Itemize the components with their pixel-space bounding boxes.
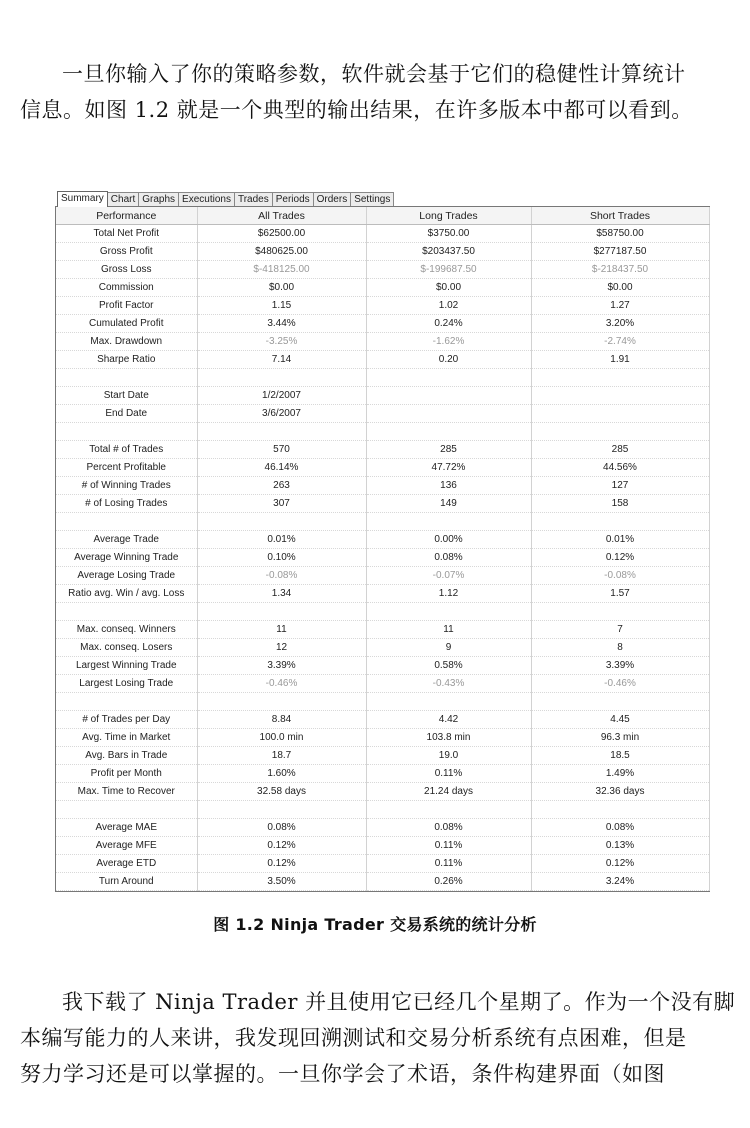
- metric-value: [197, 603, 366, 621]
- metric-value: 8.84: [197, 711, 366, 729]
- table-row: [56, 513, 709, 531]
- metric-label: Max. Drawdown: [56, 333, 197, 351]
- tab-periods[interactable]: Periods: [272, 192, 314, 206]
- metric-label: Avg. Time in Market: [56, 729, 197, 747]
- metric-value: [366, 423, 531, 441]
- metric-value: $-218437.50: [531, 261, 709, 279]
- metric-value: 127: [531, 477, 709, 495]
- metric-value: $0.00: [366, 279, 531, 297]
- tab-graphs[interactable]: Graphs: [138, 192, 179, 206]
- table-row: [56, 873, 709, 891]
- metric-value: 8: [531, 639, 709, 657]
- metric-value: 32.58 days: [197, 783, 366, 801]
- metric-value: 0.01%: [197, 531, 366, 549]
- metric-value: 1.02: [366, 297, 531, 315]
- table-row: [56, 675, 709, 693]
- metric-label: Max. conseq. Winners: [56, 621, 197, 639]
- metric-value: 149: [366, 495, 531, 513]
- metric-label: Cumulated Profit: [56, 315, 197, 333]
- tab-chart[interactable]: Chart: [107, 192, 139, 206]
- table-row: [56, 567, 709, 585]
- metric-value: -1.62%: [366, 333, 531, 351]
- table-row: [56, 405, 709, 423]
- metric-label: # of Losing Trades: [56, 495, 197, 513]
- metric-value: 0.12%: [197, 855, 366, 873]
- metric-value: 285: [366, 441, 531, 459]
- metric-value: [531, 423, 709, 441]
- metric-value: 0.08%: [366, 819, 531, 837]
- metric-label: Average ETD: [56, 855, 197, 873]
- metric-value: 12: [197, 639, 366, 657]
- table-row: [56, 585, 709, 603]
- metric-value: 46.14%: [197, 459, 366, 477]
- metric-label: [56, 369, 197, 387]
- metric-label: Gross Loss: [56, 261, 197, 279]
- tab-bar: [55, 190, 710, 206]
- metric-label: # of Winning Trades: [56, 477, 197, 495]
- metric-value: 307: [197, 495, 366, 513]
- metric-value: 3.50%: [197, 873, 366, 891]
- metric-value: [197, 513, 366, 531]
- metric-label: [56, 513, 197, 531]
- paragraph-line: 信息。如图 1.2 就是一个典型的输出结果，在许多版本中都可以看到。: [20, 98, 693, 122]
- metric-value: $-418125.00: [197, 261, 366, 279]
- performance-summary-screenshot: [55, 190, 710, 892]
- table-row: [56, 783, 709, 801]
- metric-value: 3.39%: [531, 657, 709, 675]
- metric-label: End Date: [56, 405, 197, 423]
- table-row: [56, 549, 709, 567]
- table-row: [56, 729, 709, 747]
- tab-executions[interactable]: Executions: [178, 192, 235, 206]
- metric-label: Start Date: [56, 387, 197, 405]
- metric-label: Profit per Month: [56, 765, 197, 783]
- paragraph-line: 我下载了 Ninja Trader 并且使用它已经几个星期了。作为一个没有脚: [62, 990, 736, 1014]
- metric-value: 44.56%: [531, 459, 709, 477]
- metric-value: 0.20: [366, 351, 531, 369]
- metric-value: -0.07%: [366, 567, 531, 585]
- metric-label: Percent Profitable: [56, 459, 197, 477]
- metric-value: 0.11%: [366, 855, 531, 873]
- metric-value: [366, 405, 531, 423]
- metric-value: [366, 387, 531, 405]
- metric-value: 0.08%: [531, 819, 709, 837]
- metric-value: [531, 801, 709, 819]
- metric-value: 19.0: [366, 747, 531, 765]
- metric-value: $480625.00: [197, 243, 366, 261]
- table-row: [56, 495, 709, 513]
- metric-value: [531, 603, 709, 621]
- paragraph-line: 一旦你输入了你的策略参数，软件就会基于它们的稳健性计算统计: [62, 62, 686, 86]
- metric-value: 0.12%: [531, 855, 709, 873]
- metric-value: 1.60%: [197, 765, 366, 783]
- metric-value: [197, 369, 366, 387]
- table-row: [56, 657, 709, 675]
- table-row: [56, 441, 709, 459]
- metric-label: [56, 603, 197, 621]
- metric-label: Gross Profit: [56, 243, 197, 261]
- paragraph-line: 本编写能力的人来讲，我发现回溯测试和交易分析系统有点困难，但是: [20, 1026, 687, 1050]
- metric-value: $-199687.50: [366, 261, 531, 279]
- metric-value: -0.46%: [531, 675, 709, 693]
- table-row: [56, 747, 709, 765]
- metric-label: [56, 423, 197, 441]
- metric-value: $58750.00: [531, 225, 709, 243]
- column-header[interactable]: Performance: [56, 207, 197, 225]
- metric-label: Avg. Bars in Trade: [56, 747, 197, 765]
- paragraph-line: 努力学习还是可以掌握的。一旦你学会了术语，条件构建界面（如图: [20, 1062, 665, 1086]
- metric-value: 32.36 days: [531, 783, 709, 801]
- metric-value: 570: [197, 441, 366, 459]
- metric-label: # of Trades per Day: [56, 711, 197, 729]
- metric-value: 0.13%: [531, 837, 709, 855]
- metric-value: 0.10%: [197, 549, 366, 567]
- metric-value: 0.11%: [366, 837, 531, 855]
- metric-value: 18.7: [197, 747, 366, 765]
- metric-label: [56, 693, 197, 711]
- metric-label: Average Trade: [56, 531, 197, 549]
- metric-label: Largest Losing Trade: [56, 675, 197, 693]
- table-row: [56, 369, 709, 387]
- metric-value: 1.15: [197, 297, 366, 315]
- table-row: [56, 387, 709, 405]
- metric-value: -2.74%: [531, 333, 709, 351]
- metric-value: 21.24 days: [366, 783, 531, 801]
- metric-value: [366, 513, 531, 531]
- table-row: [56, 639, 709, 657]
- tab-trades[interactable]: Trades: [234, 192, 273, 206]
- table-row: [56, 693, 709, 711]
- table-row: [56, 711, 709, 729]
- metric-label: Turn Around: [56, 873, 197, 891]
- metric-value: -0.43%: [366, 675, 531, 693]
- metric-value: 3.39%: [197, 657, 366, 675]
- column-header[interactable]: Short Trades: [531, 207, 709, 225]
- metric-value: 1.57: [531, 585, 709, 603]
- metric-label: [56, 801, 197, 819]
- metric-value: 1.49%: [531, 765, 709, 783]
- table-row: [56, 837, 709, 855]
- metric-value: $0.00: [197, 279, 366, 297]
- metric-value: 0.26%: [366, 873, 531, 891]
- metric-value: $0.00: [531, 279, 709, 297]
- metric-value: -0.08%: [531, 567, 709, 585]
- metric-value: $203437.50: [366, 243, 531, 261]
- metric-value: 0.11%: [366, 765, 531, 783]
- metric-value: 1.91: [531, 351, 709, 369]
- tab-settings[interactable]: Settings: [350, 192, 394, 206]
- metric-value: -3.25%: [197, 333, 366, 351]
- metric-value: 100.0 min: [197, 729, 366, 747]
- metric-value: 1.27: [531, 297, 709, 315]
- metric-value: [366, 369, 531, 387]
- column-header[interactable]: Long Trades: [366, 207, 531, 225]
- metric-value: -0.08%: [197, 567, 366, 585]
- table-row: [56, 477, 709, 495]
- metric-value: 103.8 min: [366, 729, 531, 747]
- table-header-row: [56, 207, 709, 225]
- metric-value: [531, 693, 709, 711]
- metric-value: 0.58%: [366, 657, 531, 675]
- metric-value: $277187.50: [531, 243, 709, 261]
- metric-label: Total # of Trades: [56, 441, 197, 459]
- metric-value: [197, 423, 366, 441]
- table-row: [56, 423, 709, 441]
- table-row: [56, 603, 709, 621]
- table-row: [56, 855, 709, 873]
- metric-value: 0.24%: [366, 315, 531, 333]
- metric-value: 0.00%: [366, 531, 531, 549]
- tab-summary[interactable]: Summary: [57, 191, 108, 207]
- metric-value: [366, 693, 531, 711]
- metric-label: Average Losing Trade: [56, 567, 197, 585]
- metric-value: 96.3 min: [531, 729, 709, 747]
- metric-label: Largest Winning Trade: [56, 657, 197, 675]
- metric-value: 1.34: [197, 585, 366, 603]
- metric-value: [366, 603, 531, 621]
- metric-value: 0.12%: [197, 837, 366, 855]
- figure-caption: 图 1.2 Ninja Trader 交易系统的统计分析: [213, 915, 537, 934]
- metric-value: 3.44%: [197, 315, 366, 333]
- table-row: [56, 297, 709, 315]
- metric-value: 47.72%: [366, 459, 531, 477]
- table-row: [56, 459, 709, 477]
- tab-orders[interactable]: Orders: [313, 192, 352, 206]
- metric-value: 0.08%: [197, 819, 366, 837]
- table-row: [56, 315, 709, 333]
- body-paragraph: [20, 984, 736, 1092]
- metric-value: $3750.00: [366, 225, 531, 243]
- table-row: [56, 261, 709, 279]
- metric-value: 158: [531, 495, 709, 513]
- metric-value: [197, 801, 366, 819]
- metric-label: Ratio avg. Win / avg. Loss: [56, 585, 197, 603]
- metric-value: 263: [197, 477, 366, 495]
- metric-value: 11: [366, 621, 531, 639]
- metric-value: [531, 405, 709, 423]
- metric-value: 1.12: [366, 585, 531, 603]
- metric-value: 3.24%: [531, 873, 709, 891]
- table-row: [56, 531, 709, 549]
- metric-value: 1/2/2007: [197, 387, 366, 405]
- metric-value: 18.5: [531, 747, 709, 765]
- metric-value: $62500.00: [197, 225, 366, 243]
- intro-paragraph: [20, 56, 732, 128]
- metric-value: [531, 387, 709, 405]
- metric-value: 4.45: [531, 711, 709, 729]
- metric-value: [531, 369, 709, 387]
- metric-label: Sharpe Ratio: [56, 351, 197, 369]
- metric-value: 4.42: [366, 711, 531, 729]
- metric-value: 0.12%: [531, 549, 709, 567]
- metric-value: 0.01%: [531, 531, 709, 549]
- metric-value: 7.14: [197, 351, 366, 369]
- performance-table: [56, 207, 710, 891]
- table-row: [56, 351, 709, 369]
- metric-label: Average Winning Trade: [56, 549, 197, 567]
- metric-value: 3/6/2007: [197, 405, 366, 423]
- table-row: [56, 765, 709, 783]
- metric-value: 136: [366, 477, 531, 495]
- metric-label: Profit Factor: [56, 297, 197, 315]
- metric-value: 285: [531, 441, 709, 459]
- metric-label: Average MAE: [56, 819, 197, 837]
- table-row: [56, 801, 709, 819]
- column-header[interactable]: All Trades: [197, 207, 366, 225]
- metric-value: -0.46%: [197, 675, 366, 693]
- metric-label: Average MFE: [56, 837, 197, 855]
- table-row: [56, 819, 709, 837]
- table-row: [56, 225, 709, 243]
- metric-label: Max. Time to Recover: [56, 783, 197, 801]
- performance-grid-frame: [55, 206, 710, 892]
- metric-value: 0.08%: [366, 549, 531, 567]
- metric-value: 7: [531, 621, 709, 639]
- metric-value: [197, 693, 366, 711]
- table-row: [56, 333, 709, 351]
- metric-label: Commission: [56, 279, 197, 297]
- table-row: [56, 621, 709, 639]
- table-row: [56, 243, 709, 261]
- metric-value: [531, 513, 709, 531]
- metric-value: 9: [366, 639, 531, 657]
- metric-label: Max. conseq. Losers: [56, 639, 197, 657]
- table-row: [56, 279, 709, 297]
- metric-value: [366, 801, 531, 819]
- metric-label: Total Net Profit: [56, 225, 197, 243]
- metric-value: 3.20%: [531, 315, 709, 333]
- metric-value: 11: [197, 621, 366, 639]
